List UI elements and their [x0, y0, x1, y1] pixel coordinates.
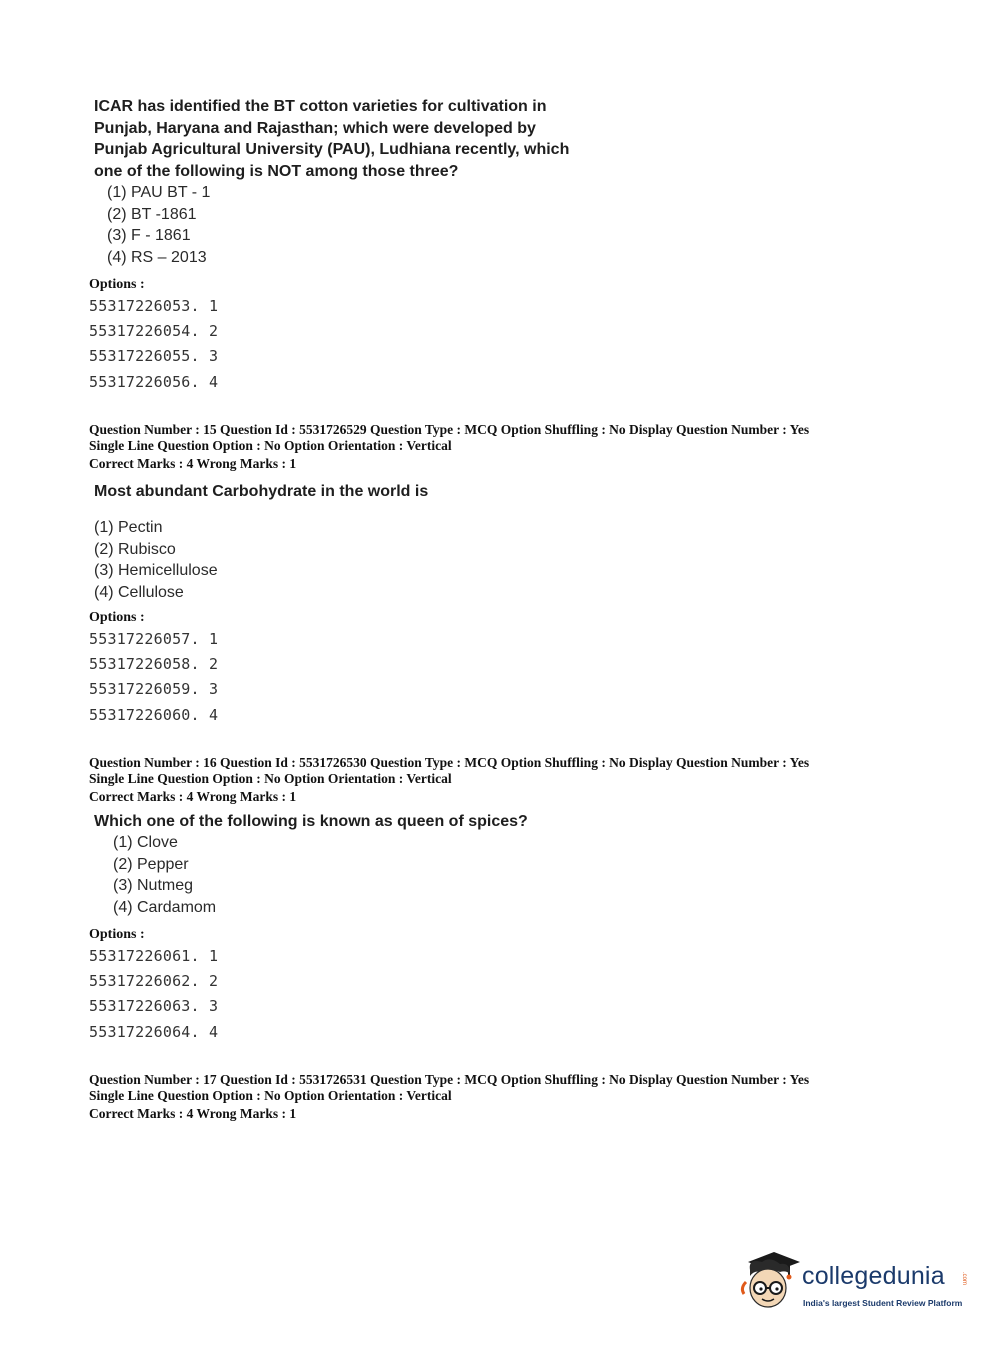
choice-item: (4) Cellulose [94, 583, 184, 601]
collegedunia-logo [740, 1248, 980, 1318]
choice-item: (3) Nutmeg [113, 877, 194, 894]
choice-item: (3) Hemicellulose [94, 562, 218, 579]
question-marks: Correct Marks : 4 Wrong Marks : 1 [89, 456, 297, 471]
option-item: 55317226063. 3 [89, 997, 219, 1015]
option-item: 55317226059. 3 [89, 680, 219, 698]
options-label: Options : [89, 927, 145, 942]
option-item: 55317226054. 2 [89, 322, 219, 340]
mascot-icon [740, 1248, 802, 1316]
logo-tagline: India's largest Student Review Platform [803, 1298, 963, 1308]
question-meta-line: Single Line Question Option : No Option Orientation : Vertical [89, 437, 452, 453]
question-16-text: Which one of the following is known as queen of spices? [94, 813, 528, 830]
choice-item: (1) PAU BT - 1 [107, 184, 211, 201]
choice-item: (4) Cardamom [113, 898, 217, 916]
question-text-line: one of the following is NOT among those three? [94, 162, 459, 180]
option-item: 55317226061. 1 [89, 947, 219, 965]
question-marks: Correct Marks : 4 Wrong Marks : 1 [89, 789, 297, 804]
choice-item: (1) Pectin [94, 519, 163, 536]
choice-item: (2) BT -1861 [107, 205, 197, 223]
question-14-choices [107, 182, 210, 268]
question-meta-line: Question Number : 17 Question Id : 5531726531 Question Type : MCQ Option Shuffling : No Display Question Number : Yes [89, 1072, 810, 1087]
question-marks: Correct Marks : 4 Wrong Marks : 1 [89, 1106, 297, 1121]
question-meta [89, 1072, 809, 1103]
question-14-text [94, 96, 569, 182]
option-item: 55317226064. 4 [89, 1023, 219, 1041]
option-item: 55317226058. 2 [89, 655, 219, 673]
question-meta-line: Question Number : 16 Question Id : 5531726530 Question Type : MCQ Option Shuffling : No Display Question Number : Yes [89, 755, 810, 770]
option-item: 55317226055. 3 [89, 347, 219, 365]
logo-wordmark: collegedunia [802, 1262, 945, 1290]
question-15-text: Most abundant Carbohydrate in the world is [94, 483, 429, 500]
option-item: 55317226053. 1 [89, 297, 219, 315]
question-text-line: Punjab Agricultural University (PAU), Ludhiana recently, which [94, 141, 570, 158]
logo-suffix: .com [961, 1272, 967, 1286]
choice-item: (1) Clove [113, 834, 178, 851]
question-text-line: Punjab, Haryana and Rajasthan; which were developed by [94, 119, 536, 137]
question-meta [89, 755, 809, 786]
choice-item: (2) Rubisco [94, 540, 176, 558]
question-text-line: ICAR has identified the BT cotton varieties for cultivation in [94, 98, 547, 115]
question-meta-line: Question Number : 15 Question Id : 5531726529 Question Type : MCQ Option Shuffling : No Display Question Number : Yes [89, 422, 810, 437]
choice-item: (2) Pepper [113, 855, 189, 873]
option-item: 55317226056. 4 [89, 373, 219, 391]
option-item: 55317226057. 1 [89, 630, 219, 648]
question-15-choices [94, 517, 218, 603]
options-label: Options : [89, 610, 145, 625]
options-label: Options : [89, 277, 145, 292]
question-meta-line: Single Line Question Option : No Option Orientation : Vertical [89, 1087, 452, 1103]
question-16-choices [113, 832, 216, 918]
option-item: 55317226060. 4 [89, 706, 219, 724]
question-meta [89, 422, 809, 453]
choice-item: (4) RS – 2013 [107, 248, 207, 266]
choice-item: (3) F - 1861 [107, 227, 191, 244]
option-item: 55317226062. 2 [89, 972, 219, 990]
question-meta-line: Single Line Question Option : No Option Orientation : Vertical [89, 770, 452, 786]
